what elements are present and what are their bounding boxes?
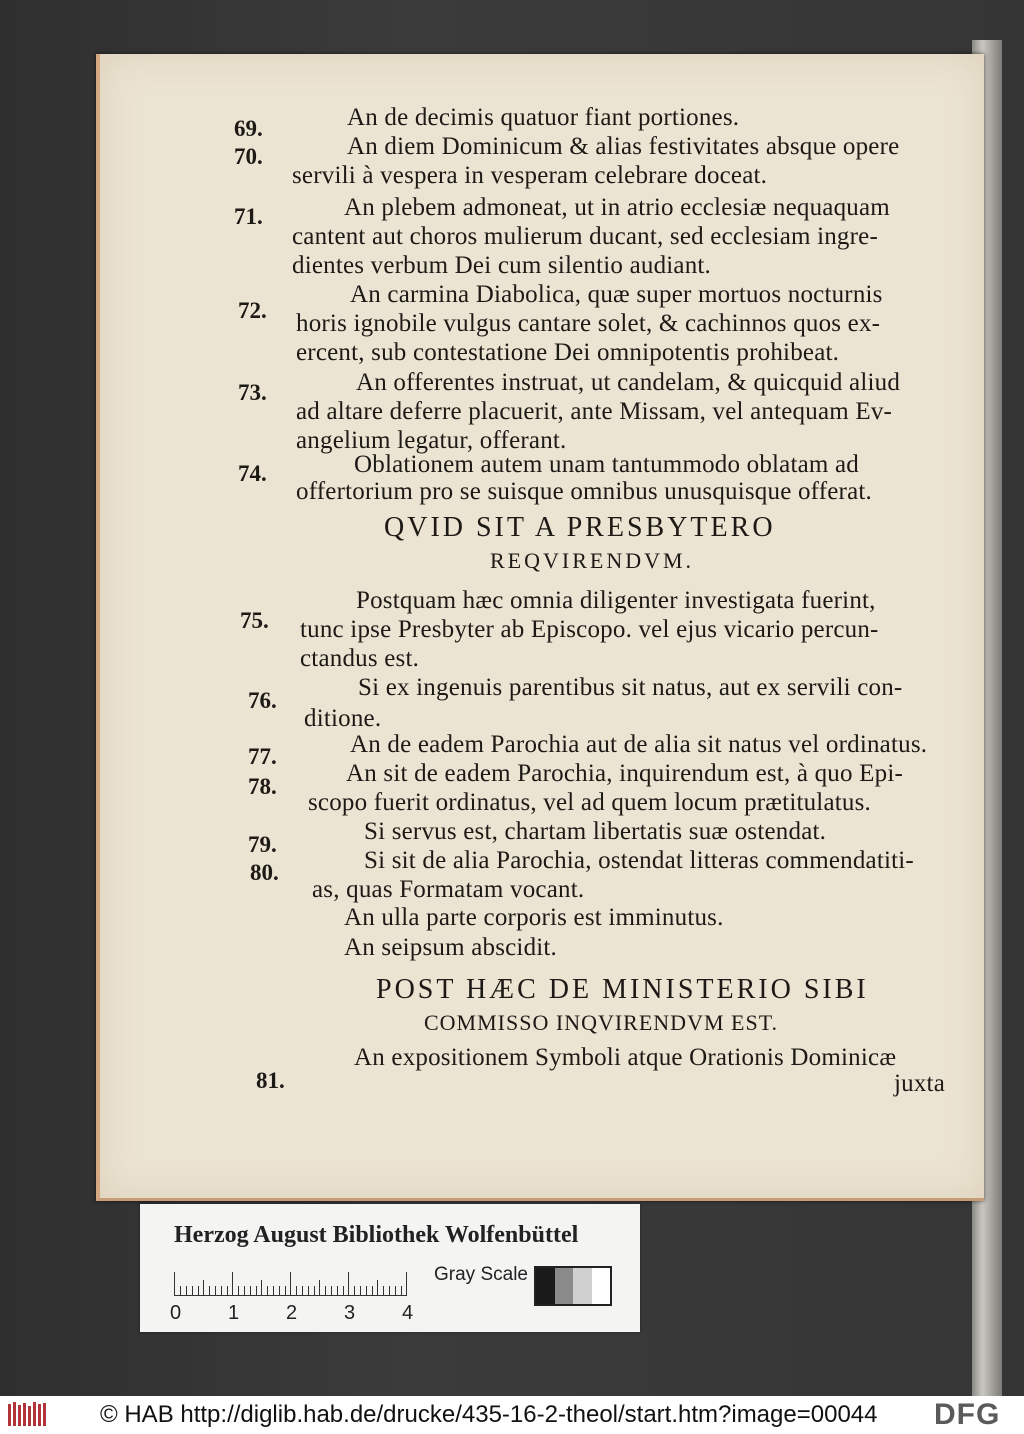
text-line: ercent, sub contestatione Dei omnipotentis prohibeat. xyxy=(296,339,840,366)
text-line: An sit de eadem Parochia, inquirendum est, à quo Epi- xyxy=(346,760,903,787)
text-line: Si servus est, chartam libertatis suæ ostendat. xyxy=(364,818,827,845)
text-line: An offerentes instruat, ut candelam, & quicquid aliud xyxy=(356,369,901,396)
text-line: servili à vespera in vesperam celebrare doceat. xyxy=(292,162,768,189)
library-name: Herzog August Bibliothek Wolfenbüttel xyxy=(174,1222,579,1248)
text-line: dientes verbum Dei cum silentio audiant. xyxy=(292,252,712,279)
library-books-icon[interactable] xyxy=(6,1400,48,1430)
copyright-url[interactable]: © HAB http://diglib.hab.de/drucke/435-16-2-theol/start.htm?image=00044 xyxy=(100,1401,878,1428)
ruler-digit: 2 xyxy=(286,1302,298,1324)
margin-number: 72. xyxy=(238,298,267,323)
margin-number: 73. xyxy=(238,380,267,405)
section-heading: REQVIRENDVM. xyxy=(490,548,695,573)
text-line: juxta xyxy=(894,1070,945,1097)
ruler-digit: 1 xyxy=(228,1302,240,1324)
margin-number: 81. xyxy=(256,1068,285,1093)
margin-number: 74. xyxy=(238,461,267,486)
ruler-digit: 4 xyxy=(402,1302,414,1324)
gray-swatch xyxy=(536,1268,555,1304)
section-heading: QVID SIT A PRESBYTERO xyxy=(384,512,776,543)
margin-number: 71. xyxy=(234,204,263,229)
text-line: An plebem admoneat, ut in atrio ecclesiæ nequaquam xyxy=(344,194,890,221)
text-line: ctandus est. xyxy=(300,645,420,672)
text-line: An expositionem Symboli atque Orationis Dominicæ xyxy=(354,1044,897,1071)
gray-scale-label: Gray Scale xyxy=(434,1264,528,1285)
gray-swatch xyxy=(573,1268,592,1304)
text-line: ditione. xyxy=(304,705,382,732)
margin-number: 80. xyxy=(250,860,279,885)
ruler-digit: 3 xyxy=(344,1302,356,1324)
dfg-logo[interactable]: DFG xyxy=(934,1398,1001,1431)
text-line: Si sit de alia Parochia, ostendat litteras commendatiti- xyxy=(364,847,914,874)
margin-number: 77. xyxy=(248,744,277,769)
margin-number: 79. xyxy=(248,832,277,857)
gray-scale-swatches xyxy=(534,1266,612,1306)
ruler-digit: 0 xyxy=(170,1302,182,1324)
text-line: horis ignobile vulgus cantare solet, & cachinnos quos ex- xyxy=(296,310,881,337)
text-line: offertorium pro se suisque omnibus unusquisque offerat. xyxy=(296,478,872,505)
text-line: as, quas Formatam vocant. xyxy=(312,876,585,903)
margin-number: 69. xyxy=(234,116,263,141)
section-heading: COMMISSO INQVIRENDVM EST. xyxy=(424,1010,779,1035)
text-line: An de eadem Parochia aut de alia sit natus vel ordinatus. xyxy=(350,731,928,758)
text-line: An ulla parte corporis est imminutus. xyxy=(344,904,724,931)
text-line: Si ex ingenuis parentibus sit natus, aut ex servili con- xyxy=(358,674,903,701)
margin-number: 78. xyxy=(248,774,277,799)
text-line: An diem Dominicum & alias festivitates absque opere xyxy=(347,133,900,160)
gray-swatch xyxy=(555,1268,574,1304)
margin-number: 76. xyxy=(248,688,277,713)
section-heading: POST HÆC DE MINISTERIO SIBI xyxy=(376,974,869,1005)
text-line: scopo fuerit ordinatus, vel ad quem locum prætitulatus. xyxy=(308,789,871,816)
library-color-card xyxy=(140,1204,640,1332)
margin-number: 70. xyxy=(234,144,263,169)
margin-number: 75. xyxy=(240,608,269,633)
scanned-page xyxy=(96,54,984,1201)
footer-bar xyxy=(0,1396,1024,1434)
text-line: ad altare deferre placuerit, ante Missam, vel antequam Ev- xyxy=(296,398,893,425)
text-line: An de decimis quatuor fiant portiones. xyxy=(347,104,740,131)
text-line: angelium legatur, offerant. xyxy=(296,427,567,454)
text-line: Postquam hæc omnia diligenter investigata fuerint, xyxy=(356,587,876,614)
text-line: Oblationem autem unam tantummodo oblatam ad xyxy=(354,451,860,478)
measurement-ruler xyxy=(174,1268,426,1296)
text-line: tunc ipse Presbyter ab Episcopo. vel ejus vicario percun- xyxy=(300,616,879,643)
text-line: cantent aut choros mulierum ducant, sed ecclesiam ingre- xyxy=(292,223,878,250)
text-line: An seipsum abscidit. xyxy=(344,934,558,961)
gray-swatch xyxy=(592,1268,611,1304)
text-line: An carmina Diabolica, quæ super mortuos nocturnis xyxy=(350,281,883,308)
